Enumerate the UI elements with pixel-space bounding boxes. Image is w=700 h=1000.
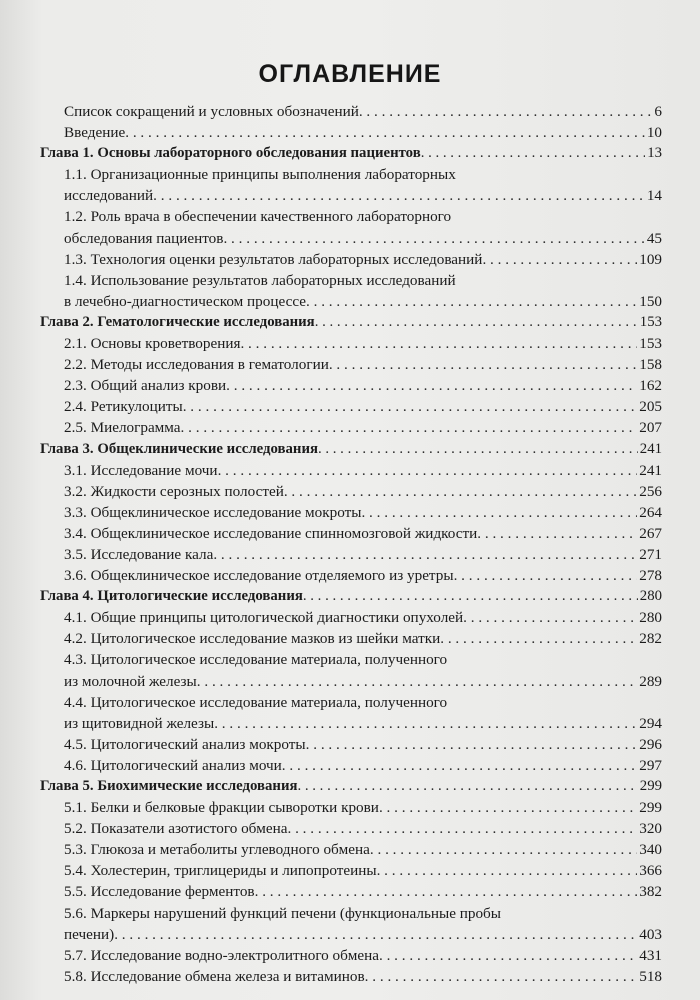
toc-entry[interactable] xyxy=(40,860,662,881)
toc-entry-title-cont: исследований xyxy=(64,187,154,205)
toc-entry-page: 6 xyxy=(654,103,662,120)
toc-entry-title: 3.6. Общеклиническое исследование отделяемого из уретры xyxy=(64,567,454,585)
toc-entry-page: 13 xyxy=(647,145,662,162)
toc-entry-page: 382 xyxy=(639,883,662,901)
toc-entry-page: 289 xyxy=(639,672,662,690)
toc-entry-title: 4.5. Цитологический анализ мокроты xyxy=(64,735,306,753)
toc-entry-page: 299 xyxy=(639,778,662,794)
toc-entry-title: 1.4. Использование результатов лабораторных исследований xyxy=(64,271,456,289)
toc-entry-title-cont: из щитовидной железы xyxy=(64,714,215,732)
toc-entry-title: 1.2. Роль врача в обеспечении качественного лабораторного xyxy=(64,208,452,226)
toc-entry[interactable] xyxy=(40,607,662,628)
dot-leader xyxy=(315,312,638,333)
toc-entry[interactable] xyxy=(40,544,662,565)
toc-entry[interactable] xyxy=(40,797,662,818)
toc-entry[interactable] xyxy=(40,734,662,755)
dot-leader xyxy=(377,860,638,881)
toc-chapter[interactable] xyxy=(40,312,662,333)
dot-leader xyxy=(359,101,653,122)
toc-entry-page: 264 xyxy=(639,503,662,521)
toc-entry-line xyxy=(64,228,662,249)
toc-entry-title-cont: из молочной железы xyxy=(64,672,197,690)
dot-leader xyxy=(114,924,637,945)
toc-chapter-title: Глава 2. Гематологические исследования xyxy=(40,313,315,330)
toc-entry-title: 2.1. Основы кроветворения xyxy=(64,335,241,353)
toc-chapter[interactable] xyxy=(40,439,662,460)
toc-entry[interactable] xyxy=(40,903,662,945)
toc-entry-title: 3.5. Исследование кала xyxy=(64,545,214,563)
toc-entry-page: 296 xyxy=(639,735,662,753)
toc-entry-title-cont: печени) xyxy=(64,925,115,943)
dot-leader xyxy=(287,818,637,839)
toc-entry-page: 320 xyxy=(639,820,662,838)
dot-leader xyxy=(153,185,645,206)
toc-entry-title: 2.5. Миелограмма xyxy=(64,419,181,437)
toc-entry-title: 5.7. Исследование водно-электролитного обмена xyxy=(64,946,379,964)
toc-entry-title: 5.4. Холестерин, триглицериды и липопротеины xyxy=(64,862,377,880)
toc-entry-title: 1.1. Организационные принципы выполнения лабораторных xyxy=(64,166,456,184)
dot-leader xyxy=(421,143,646,164)
dot-leader xyxy=(214,713,637,734)
toc-entry-page: 158 xyxy=(639,356,662,374)
toc-entry-page: 153 xyxy=(639,335,662,353)
toc-entry[interactable] xyxy=(40,818,662,839)
toc-entry[interactable] xyxy=(40,101,662,122)
toc-entry-page: 271 xyxy=(639,545,662,563)
toc-entry-page: 278 xyxy=(639,567,662,585)
toc-entry[interactable] xyxy=(40,881,662,902)
toc-entry[interactable] xyxy=(40,249,662,270)
dot-leader xyxy=(213,544,637,565)
dot-leader xyxy=(306,291,637,312)
dot-leader xyxy=(297,776,637,797)
toc-entry-line xyxy=(64,291,662,312)
toc-entry-page: 205 xyxy=(639,398,662,416)
toc-entry-title-cont: обследования пациентов xyxy=(64,229,224,247)
toc-entry-page: 241 xyxy=(639,440,662,457)
toc-entry[interactable] xyxy=(40,164,662,206)
toc-chapter[interactable] xyxy=(40,143,662,164)
toc-entry-title: Введение xyxy=(64,124,126,142)
toc-entry-page: 431 xyxy=(639,946,662,964)
toc-entry[interactable] xyxy=(40,481,662,502)
toc-entry-title: 5.3. Глюкоза и метаболиты углеводного обмена xyxy=(64,841,370,859)
toc-entry-line xyxy=(64,185,662,206)
toc-entry[interactable] xyxy=(40,333,662,354)
dot-leader xyxy=(255,881,638,902)
dot-leader xyxy=(454,565,638,586)
toc-chapter-title: Глава 5. Биохимические исследования xyxy=(40,778,298,794)
toc-entry-title: 2.2. Методы исследования в гематологии xyxy=(64,356,329,374)
dot-leader xyxy=(303,586,638,607)
toc-entry[interactable] xyxy=(40,396,662,417)
toc-chapter-title: Глава 1. Основы лабораторного обследования пациентов xyxy=(40,145,421,162)
toc-entry-page: 109 xyxy=(639,250,662,268)
toc-chapter[interactable] xyxy=(40,776,662,797)
toc-entry-title-cont: в лечебно-диагностическом процессе xyxy=(64,292,307,310)
dot-leader xyxy=(318,439,638,460)
toc-entry[interactable] xyxy=(40,523,662,544)
toc-entry-page: 153 xyxy=(639,313,662,330)
toc-entry-page: 282 xyxy=(639,630,662,648)
toc-entry[interactable] xyxy=(40,206,662,248)
dot-leader xyxy=(379,797,637,818)
toc-entry-page: 518 xyxy=(639,967,662,985)
table-of-contents xyxy=(40,101,662,987)
toc-entry-page: 45 xyxy=(646,229,662,247)
toc-entry-page: 366 xyxy=(639,862,662,880)
toc-entry[interactable] xyxy=(40,122,662,143)
dot-leader xyxy=(370,839,637,860)
toc-entry-page: 280 xyxy=(639,609,662,627)
toc-entry-line xyxy=(64,924,662,945)
dot-leader xyxy=(223,228,644,249)
toc-entry[interactable] xyxy=(40,502,662,523)
dot-leader xyxy=(240,333,637,354)
toc-entry-title: 5.5. Исследование ферментов xyxy=(64,883,255,901)
toc-entry[interactable] xyxy=(40,375,662,396)
toc-entry-line xyxy=(64,671,662,692)
toc-entry-title: 4.4. Цитологическое исследование материала, полученного xyxy=(64,693,448,711)
toc-entry-page: 207 xyxy=(639,419,662,437)
dot-leader xyxy=(125,122,645,143)
toc-entry[interactable] xyxy=(40,270,662,312)
toc-entry-line xyxy=(64,713,662,734)
toc-entry-title: 5.6. Маркеры нарушений функций печени (функциональные пробы xyxy=(64,904,501,922)
dot-leader xyxy=(226,375,637,396)
dot-leader xyxy=(197,671,637,692)
dot-leader xyxy=(181,417,638,438)
toc-entry-title: 5.2. Показатели азотистого обмена xyxy=(64,820,288,838)
toc-entry-page: 297 xyxy=(639,756,662,774)
toc-entry-title: 5.8. Исследование обмена железа и витаминов xyxy=(64,967,365,985)
dot-leader xyxy=(463,607,637,628)
dot-leader xyxy=(365,966,638,987)
page-title: ОГЛАВЛЕНИЕ xyxy=(258,60,442,88)
toc-entry-title: 3.3. Общеклиническое исследование мокроты xyxy=(64,503,362,521)
toc-entry-title: 3.1. Исследование мочи xyxy=(64,461,218,479)
toc-entry-page: 150 xyxy=(639,292,662,310)
toc-entry[interactable] xyxy=(40,565,662,586)
toc-entry-title: 5.1. Белки и белковые фракции сыворотки крови xyxy=(64,799,379,817)
dot-leader xyxy=(482,249,637,270)
toc-entry[interactable] xyxy=(40,966,662,987)
toc-entry[interactable] xyxy=(40,839,662,860)
toc-entry[interactable] xyxy=(40,692,662,734)
toc-chapter-title: Глава 3. Общеклинические исследования xyxy=(40,440,318,457)
toc-entry[interactable] xyxy=(40,755,662,776)
toc-entry-title: 4.2. Цитологическое исследование мазков из шейки матки xyxy=(64,630,441,648)
toc-entry-title: 4.1. Общие принципы цитологической диагностики опухолей xyxy=(64,609,464,627)
toc-entry[interactable] xyxy=(40,354,662,375)
toc-entry[interactable] xyxy=(40,417,662,438)
dot-leader xyxy=(284,481,637,502)
toc-entry-page: 162 xyxy=(639,377,662,395)
dot-leader xyxy=(329,354,637,375)
toc-entry-page: 267 xyxy=(639,524,662,542)
toc-entry-page: 294 xyxy=(639,714,662,732)
toc-entry-title: 1.3. Технология оценки результатов лабораторных исследований xyxy=(64,250,483,268)
toc-entry-page: 299 xyxy=(639,799,662,817)
dot-leader xyxy=(379,945,637,966)
toc-chapter[interactable] xyxy=(40,586,662,607)
toc-entry-title: 2.3. Общий анализ крови xyxy=(64,377,227,395)
toc-entry-page: 280 xyxy=(639,588,662,605)
toc-chapter-title: Глава 4. Цитологические исследования xyxy=(40,588,303,605)
dot-leader xyxy=(306,734,638,755)
toc-entry-title: 2.4. Ретикулоциты xyxy=(64,398,183,416)
toc-entry-page: 241 xyxy=(639,461,662,479)
toc-entry[interactable] xyxy=(40,649,662,691)
toc-entry-title: 4.6. Цитологический анализ мочи xyxy=(64,756,282,774)
toc-entry-title: 3.4. Общеклиническое исследование спинномозговой жидкости xyxy=(64,524,478,542)
toc-entry[interactable] xyxy=(40,460,662,481)
dot-leader xyxy=(183,396,638,417)
toc-entry-title: 4.3. Цитологическое исследование материала, полученного xyxy=(64,651,448,669)
toc-entry-page: 10 xyxy=(646,124,662,142)
toc-entry[interactable] xyxy=(40,628,662,649)
toc-entry[interactable] xyxy=(40,945,662,966)
dot-leader xyxy=(440,628,637,649)
dot-leader xyxy=(218,460,638,481)
toc-entry-page: 340 xyxy=(639,841,662,859)
dot-leader xyxy=(361,502,637,523)
toc-entry-page: 14 xyxy=(646,187,662,205)
toc-entry-title: 3.2. Жидкости серозных полостей xyxy=(64,482,284,500)
dot-leader xyxy=(282,755,637,776)
toc-entry-page: 403 xyxy=(639,925,662,943)
toc-entry-page: 256 xyxy=(639,482,662,500)
toc-entry-title: Список сокращений и условных обозначений xyxy=(64,103,359,120)
dot-leader xyxy=(477,523,637,544)
